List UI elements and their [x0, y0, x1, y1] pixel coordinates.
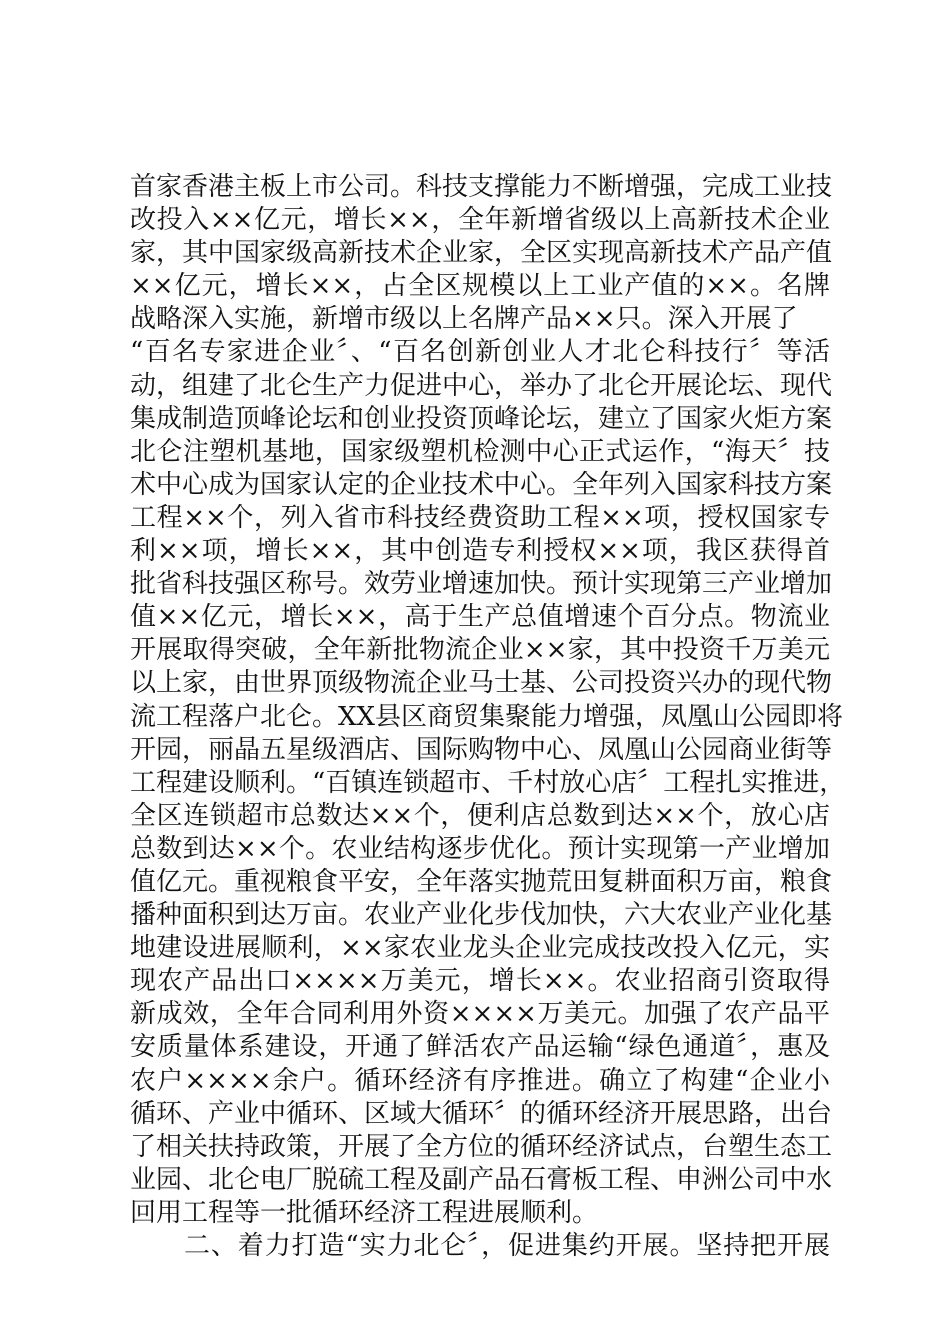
text-line-12: 利××项，增长××，其中创造专利授权××项，我区获得首 — [130, 536, 830, 567]
text-line-1: 首家香港主板上市公司。科技支撑能力不断增强，完成工业技 — [130, 172, 833, 202]
text-line-25: 现农产品出口××××万美元，增长××。农业招商引资取得 — [130, 966, 830, 997]
text-line-27: 安质量体系建设，开通了鲜活农产品运输“绿色通道〞，惠及 — [130, 1032, 830, 1063]
text-line-18: 开园，丽晶五星级酒店、国际购物中心、凤凰山公园商业街等 — [130, 734, 833, 765]
text-line-15: 开展取得突破，全年新批物流企业××家，其中投资千万美元 — [130, 635, 830, 666]
text-line-19: 工程建设顺利。“百镇连锁超市、千村放心店〞工程扎实推进， — [130, 767, 846, 798]
text-line-22: 值亿元。重视粮食平安，全年落实抛荒田复耕面积万亩，粮食 — [130, 866, 833, 897]
text-line-31: 业园、北仑电厂脱硫工程及副产品石膏板工程、申洲公司中水 — [130, 1164, 833, 1195]
text-line-23: 播种面积到达万亩。农业产业化步伐加快，六大农业产业化基 — [130, 900, 833, 931]
text-line-29: 循环、产业中循环、区域大循环〞的循环经济开展思路，出台 — [130, 1098, 833, 1129]
text-line-10: 术中心成为国家认定的企业技术中心。全年列入国家科技方案 — [130, 469, 833, 500]
text-line-16: 以上家，由世界顶级物流企业马士基、公司投资兴办的现代物 — [130, 668, 833, 699]
text-line-20: 全区连锁超市总数达××个，便利店总数到达××个，放心店 — [130, 800, 830, 831]
text-line-26: 新成效，全年合同利用外资××××万美元。加强了农产品平 — [130, 999, 830, 1030]
body-text — [130, 171, 846, 1263]
text-line-3: 家，其中国家级高新技术企业家，全区实现高新技术产品产值 — [130, 238, 833, 269]
text-line-17: 流工程落户北仑。XX县区商贸集聚能力增强，凤凰山公园即将 — [130, 701, 844, 732]
text-line-8: 集成制造顶峰论坛和创业投资顶峰论坛，建立了国家火炬方案 — [130, 403, 833, 434]
text-line-30: 了相关扶持政策，开展了全方位的循环经济试点，台塑生态工 — [130, 1131, 833, 1162]
text-line-24: 地建设进展顺利，××家农业龙头企业完成技改投入亿元，实 — [130, 933, 830, 964]
text-line-11: 工程××个，列入省市科技经费资助工程××项，授权国家专 — [130, 502, 830, 533]
text-line-21: 总数到达××个。农业结构逐步优化。预计实现第一产业增加 — [130, 833, 830, 864]
text-line-5: 战略深入实施，新增市级以上名牌产品××只。深入开展了 — [130, 304, 798, 335]
text-line-14: 值××亿元，增长××，高于生产总值增速个百分点。物流业 — [130, 602, 830, 633]
text-line-9: 北仑注塑机基地，国家级塑机检测中心正式运作，“海天〞技 — [130, 436, 830, 467]
text-line-28: 农户××××余户。循环经济有序推进。确立了构建“企业小 — [130, 1065, 830, 1096]
text-line-7: 动，组建了北仑生产力促进中心，举办了北仑开展论坛、现代 — [130, 370, 833, 401]
text-line-2: 改投入××亿元，增长××，全年新增省级以上高新技术企业 — [130, 205, 830, 236]
text-line-6: “百名专家进企业〞、“百名创新创业人才北仑科技行〞等活 — [130, 337, 830, 368]
text-line-13: 批省科技强区称号。效劳业增速加快。预计实现第三产业增加 — [130, 569, 833, 600]
text-line-4: ××亿元，增长××，占全区规模以上工业产值的××。名牌 — [130, 271, 830, 302]
text-line-32: 回用工程等一批循环经济工程进展顺利。 — [130, 1197, 599, 1228]
text-line-33: 二、着力打造“实力北仑〞，促进集约开展。坚持把开展 — [184, 1231, 830, 1261]
